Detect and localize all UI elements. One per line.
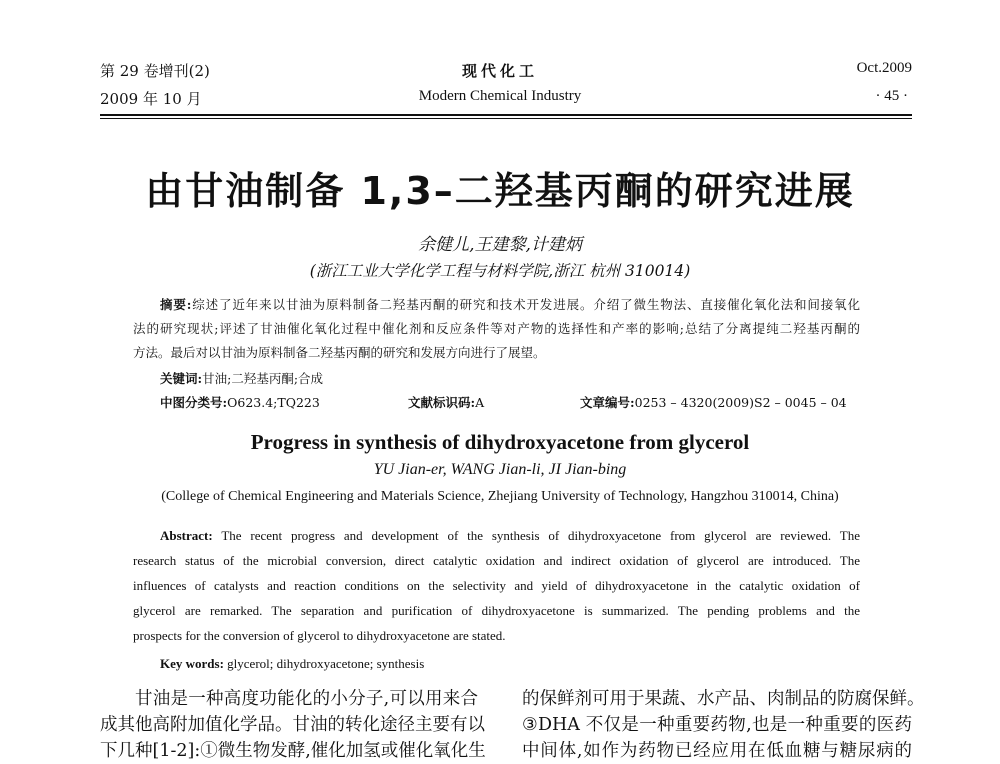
body-column-left <box>100 686 486 764</box>
authors-cn: 余健儿,王建黎,计建炳 <box>418 235 582 255</box>
page-number: · 45 · <box>875 88 908 104</box>
abstract-cn-line-2: 法的研究现状;评述了甘油催化氧化过程中催化剂和反应条件等对产物的选择性和产率的影响;总结了分离提纯二羟基丙酮的 <box>133 321 860 336</box>
article-number: 文章编号:0253 – 4320(2009)S2 – 0045 – 04 <box>580 395 847 410</box>
header-rule-thin <box>100 118 912 119</box>
document-code: 文献标识码:A <box>408 395 485 410</box>
body-left-line-1: 甘油是一种高度功能化的小分子,可以用来合 <box>135 689 478 709</box>
abstract-en-label: Abstract: <box>160 528 213 543</box>
article-title-cn: 由甘油制备 1,3–二羟基丙酮的研究进展 <box>145 169 855 213</box>
abstract-en-line-5: prospects for the conversion of glycerol to dihydroxyacetone are stated. <box>133 628 506 643</box>
issue-date-en: Oct.2009 <box>856 60 912 76</box>
keywords-cn: 关键词:甘油;二羟基丙酮;合成 <box>160 371 324 386</box>
body-column-right <box>522 686 925 764</box>
abstract-en-line-4: glycerol are remarked. The separation and purification of dihydroxyacetone is summarized. The pending problems and the <box>133 603 860 618</box>
body-right-line-3: 中间体,如作为药物已经应用在低血糖与糖尿病的 <box>522 741 912 761</box>
article-title-en: Progress in synthesis of dihydroxyacetone from glycerol <box>250 430 750 454</box>
authors-en: YU Jian-er, WANG Jian-li, JI Jian-bing <box>373 461 627 478</box>
body-right-line-2: ③DHA 不仅是一种重要药物,也是一种重要的医药 <box>522 715 912 735</box>
affiliation-en: (College of Chemical Engineering and Materials Science, Zhejiang University of Technology, Hangzhou 310014, China) <box>161 489 839 504</box>
journal-name-en: Modern Chemical Industry <box>418 88 582 104</box>
header-rule-thick <box>100 114 912 116</box>
abstract-cn-label: 摘要: <box>160 297 192 312</box>
body-right-line-1: 的保鲜剂可用于果蔬、水产品、肉制品的防腐保鲜。 <box>522 689 925 709</box>
journal-name-cn: 现代化工 <box>461 62 538 80</box>
affiliation-cn: (浙江工业大学化学工程与材料学院,浙江 杭州 310014) <box>309 262 691 280</box>
volume-info: 第 29 卷增刊(2) <box>100 62 210 80</box>
abstract-cn-line-1: 摘要:综述了近年来以甘油为原料制备二羟基丙酮的研究和技术开发进展。介绍了微生物法、直接催化氧化法和间接氧化 <box>160 297 860 312</box>
abstract-en-line-1: Abstract: The recent progress and development of the synthesis of dihydroxyacetone from glycerol are reviewed. The <box>160 528 860 543</box>
clc-number: 中图分类号:O623.4;TQ223 <box>160 395 320 410</box>
abstract-cn-line-3: 方法。最后对以甘油为原料制备二羟基丙酮的研究和发展方向进行了展望。 <box>133 345 546 360</box>
issue-date-cn: 2009 年 10 月 <box>100 90 202 108</box>
body-left-line-2: 成其他高附加值化学品。甘油的转化途径主要有以 <box>100 715 485 735</box>
keywords-en: Key words: glycerol; dihydroxyacetone; synthesis <box>160 656 425 671</box>
body-left-line-3: 下几种[1-2]:①微生物发酵,催化加氢或催化氧化生 <box>100 741 486 761</box>
abstract-en-line-2: research status of the microbial conversion, direct catalytic oxidation and indirect oxidation of glycerol are introduced. The <box>133 553 860 568</box>
abstract-en-line-3: influences of catalysts and reaction conditions on the selectivity and yield of dihydroxyacetone in the catalytic oxidation of <box>133 578 860 593</box>
